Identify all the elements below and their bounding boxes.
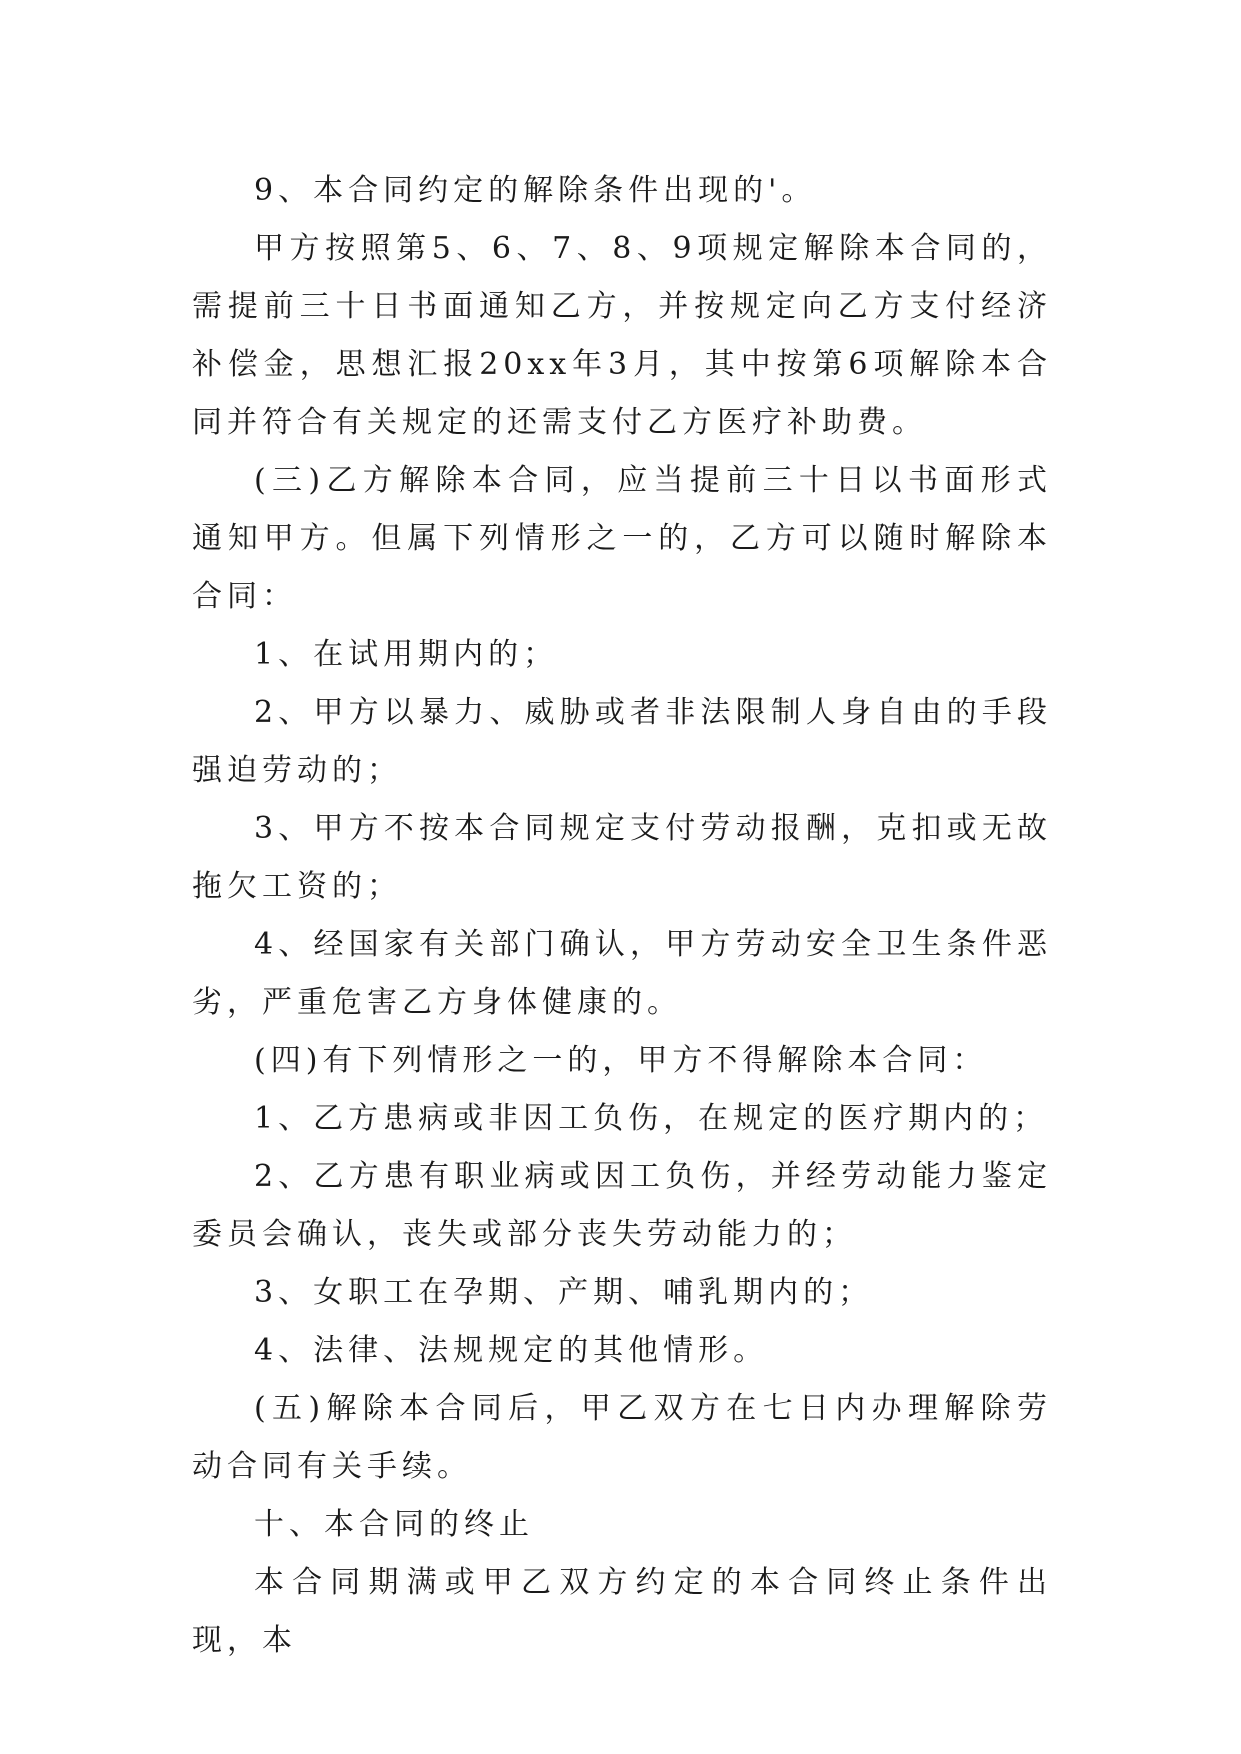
section-heading-termination: 十、本合同的终止	[254, 1507, 534, 1542]
paragraph-section-3-heading: (三)乙方解除本合同，应当提前三十日以书面形式通知甲方。但属下列情形之一的，乙方可以随时解除本合同：	[192, 463, 1052, 614]
paragraph-termination-condition: 9、本合同约定的解除条件出现的'。	[254, 173, 817, 208]
paragraph-contract-expiry: 本合同期满或甲乙双方约定的本合同终止条件出现，本	[192, 1565, 1052, 1658]
list-item: 4、法律、法规规定的其他情形。	[254, 1333, 769, 1368]
paragraph-section-4-heading: (四)有下列情形之一的，甲方不得解除本合同：	[254, 1043, 988, 1078]
list-item: 4、经国家有关部门确认，甲方劳动安全卫生条件恶劣，严重危害乙方身体健康的。	[192, 927, 1052, 1020]
paragraph-section-5: (五)解除本合同后，甲乙双方在七日内办理解除劳动合同有关手续。	[192, 1391, 1052, 1484]
list-item: 1、乙方患病或非因工负伤，在规定的医疗期内的；	[254, 1101, 1049, 1136]
list-item: 3、甲方不按本合同规定支付劳动报酬，克扣或无故拖欠工资的；	[192, 811, 1052, 904]
list-item: 2、甲方以暴力、威胁或者非法限制人身自由的手段强迫劳动的；	[192, 695, 1052, 788]
list-item: 1、在试用期内的；	[254, 637, 559, 672]
paragraph-employer-notice: 甲方按照第5、6、7、8、9项规定解除本合同的，需提前三十日书面通知乙方，并按规定向乙方支付经济补偿金，思想汇报20xx年3月，其中按第6项解除本合同并符合有关规定的还需支付乙方医疗补助费。	[192, 231, 1052, 440]
list-item: 2、乙方患有职业病或因工负伤，并经劳动能力鉴定委员会确认，丧失或部分丧失劳动能力的；	[192, 1159, 1052, 1252]
document-body	[192, 162, 1052, 1670]
list-item: 3、女职工在孕期、产期、哺乳期内的；	[254, 1275, 874, 1310]
